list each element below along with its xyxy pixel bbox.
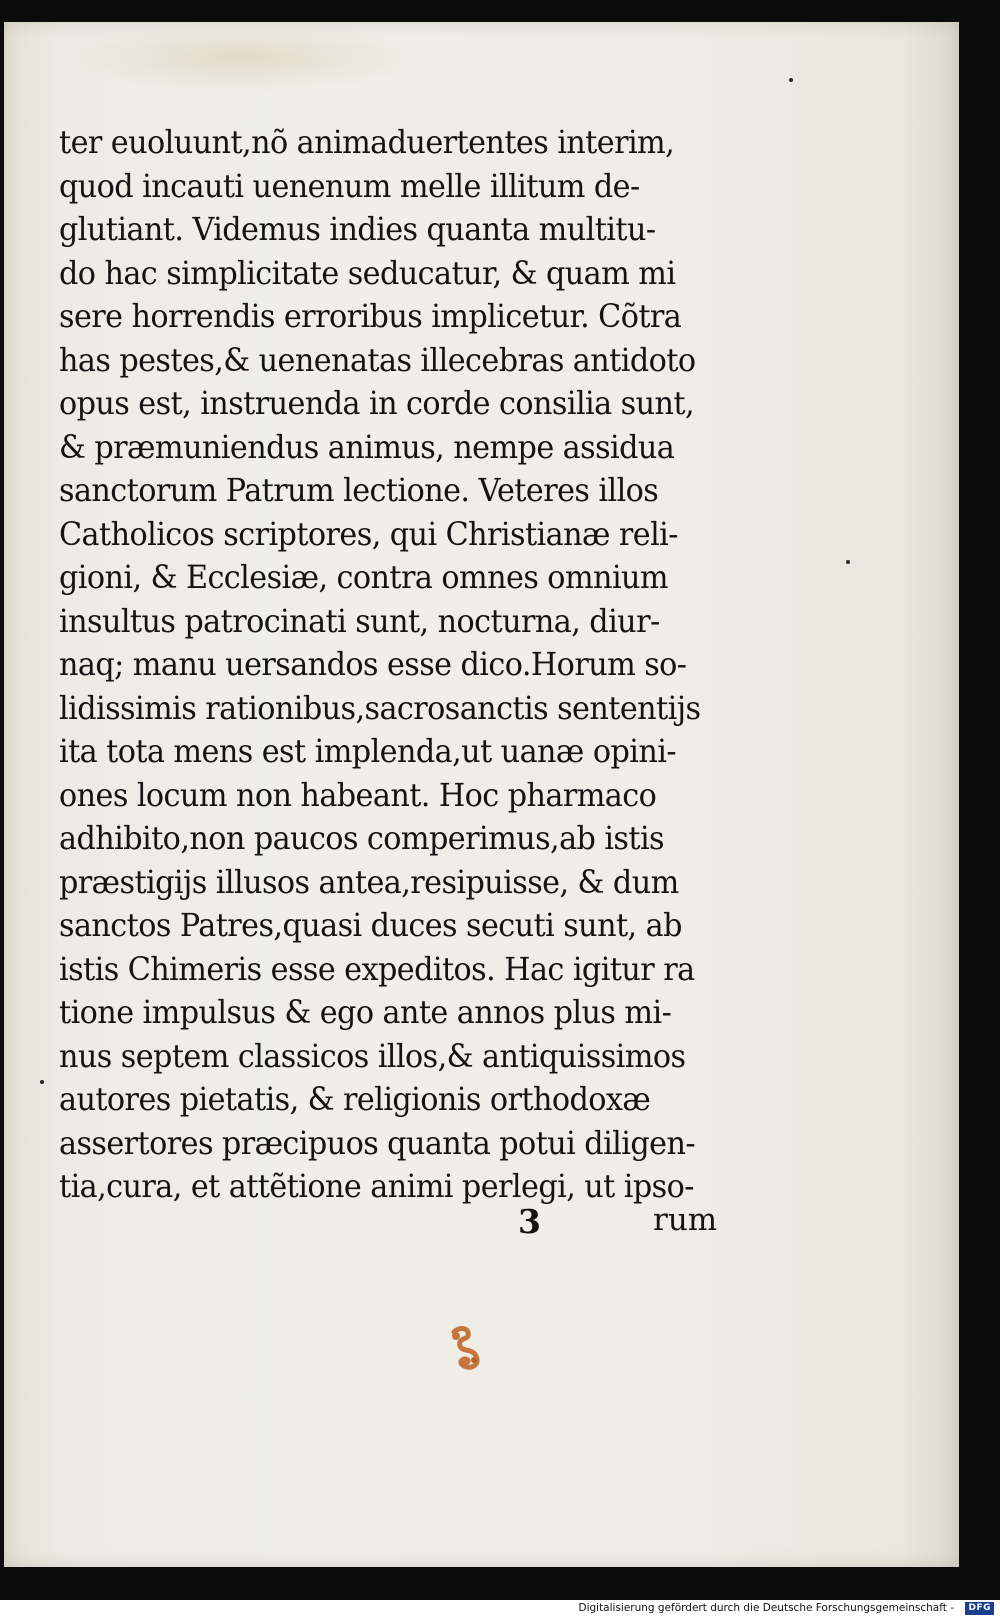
text-line: insultus patrocinati sunt, nocturna, diur-: [59, 603, 660, 640]
ink-speck: [846, 560, 850, 564]
text-line: do hac simplicitate seducatur, & quam mi: [59, 255, 676, 292]
text-line: glutiant. Videmus indies quanta multitu-: [59, 212, 656, 248]
text-line: opus est, instruenda in corde consilia sunt,: [59, 386, 694, 422]
text-line: ones locum non habeant. Hoc pharmaco: [59, 777, 657, 814]
text-line: sanctorum Patrum lectione. Veteres illos: [59, 473, 659, 509]
text-line: tia,cura, et attẽtione animi perlegi, ut ipso-: [59, 1169, 694, 1205]
body-text: [59, 122, 739, 1210]
text-line: sere horrendis erroribus implicetur. Cõtra: [59, 299, 682, 335]
text-line: autores pietatis, & religionis orthodoxæ: [59, 1082, 651, 1118]
text-line: quod incauti uenenum melle illitum de-: [59, 168, 640, 205]
text-line: lidissimis rationibus,sacrosanctis sententijs: [59, 690, 701, 727]
dfg-logo: DFG: [965, 1602, 994, 1615]
text-line: præstigijs illusos antea,resipuisse, & dum: [59, 864, 679, 901]
text-line: nus septem classicos illos,& antiquissimos: [59, 1038, 686, 1075]
ink-speck: [789, 78, 793, 82]
text-line: & præmuniendus animus, nempe assidua: [59, 429, 675, 466]
text-line: gioni, & Ecclesiæ, contra omnes omnium: [59, 560, 669, 596]
paper-stain: [64, 22, 424, 92]
text-line: ter euoluunt,nõ animaduertentes interim,: [59, 125, 675, 161]
ink-speck: [40, 1080, 44, 1084]
ink-blot-icon: [448, 1326, 482, 1370]
text-line: sanctos Patres,quasi duces secuti sunt, ab: [59, 908, 682, 944]
text-line: adhibito,non paucos comperimus,ab istis: [59, 821, 664, 857]
text-line: assertores præcipuos quanta potui diligen-: [59, 1125, 696, 1162]
page-footer-line: [0, 1202, 1000, 1250]
catchword: rum: [653, 1202, 718, 1238]
text-line: ita tota mens est implenda,ut uanæ opini-: [59, 734, 676, 770]
funding-credit: Digitalisierung gefördert durch die Deutsche Forschungsgemeinschaft -: [578, 1602, 954, 1614]
text-line: Catholicos scriptores, qui Christianæ reli-: [59, 516, 678, 553]
digitization-footer: [0, 1600, 1000, 1618]
text-line: tione impulsus & ego ante annos plus mi-: [59, 995, 672, 1031]
text-line: istis Chimeris esse expeditos. Hac igitur ra: [59, 951, 695, 988]
text-line: has pestes,& uenenatas illecebras antidoto: [59, 342, 696, 379]
signature-mark: 3: [518, 1202, 541, 1241]
text-line: naq; manu uersandos esse dico.Horum so-: [59, 647, 687, 683]
